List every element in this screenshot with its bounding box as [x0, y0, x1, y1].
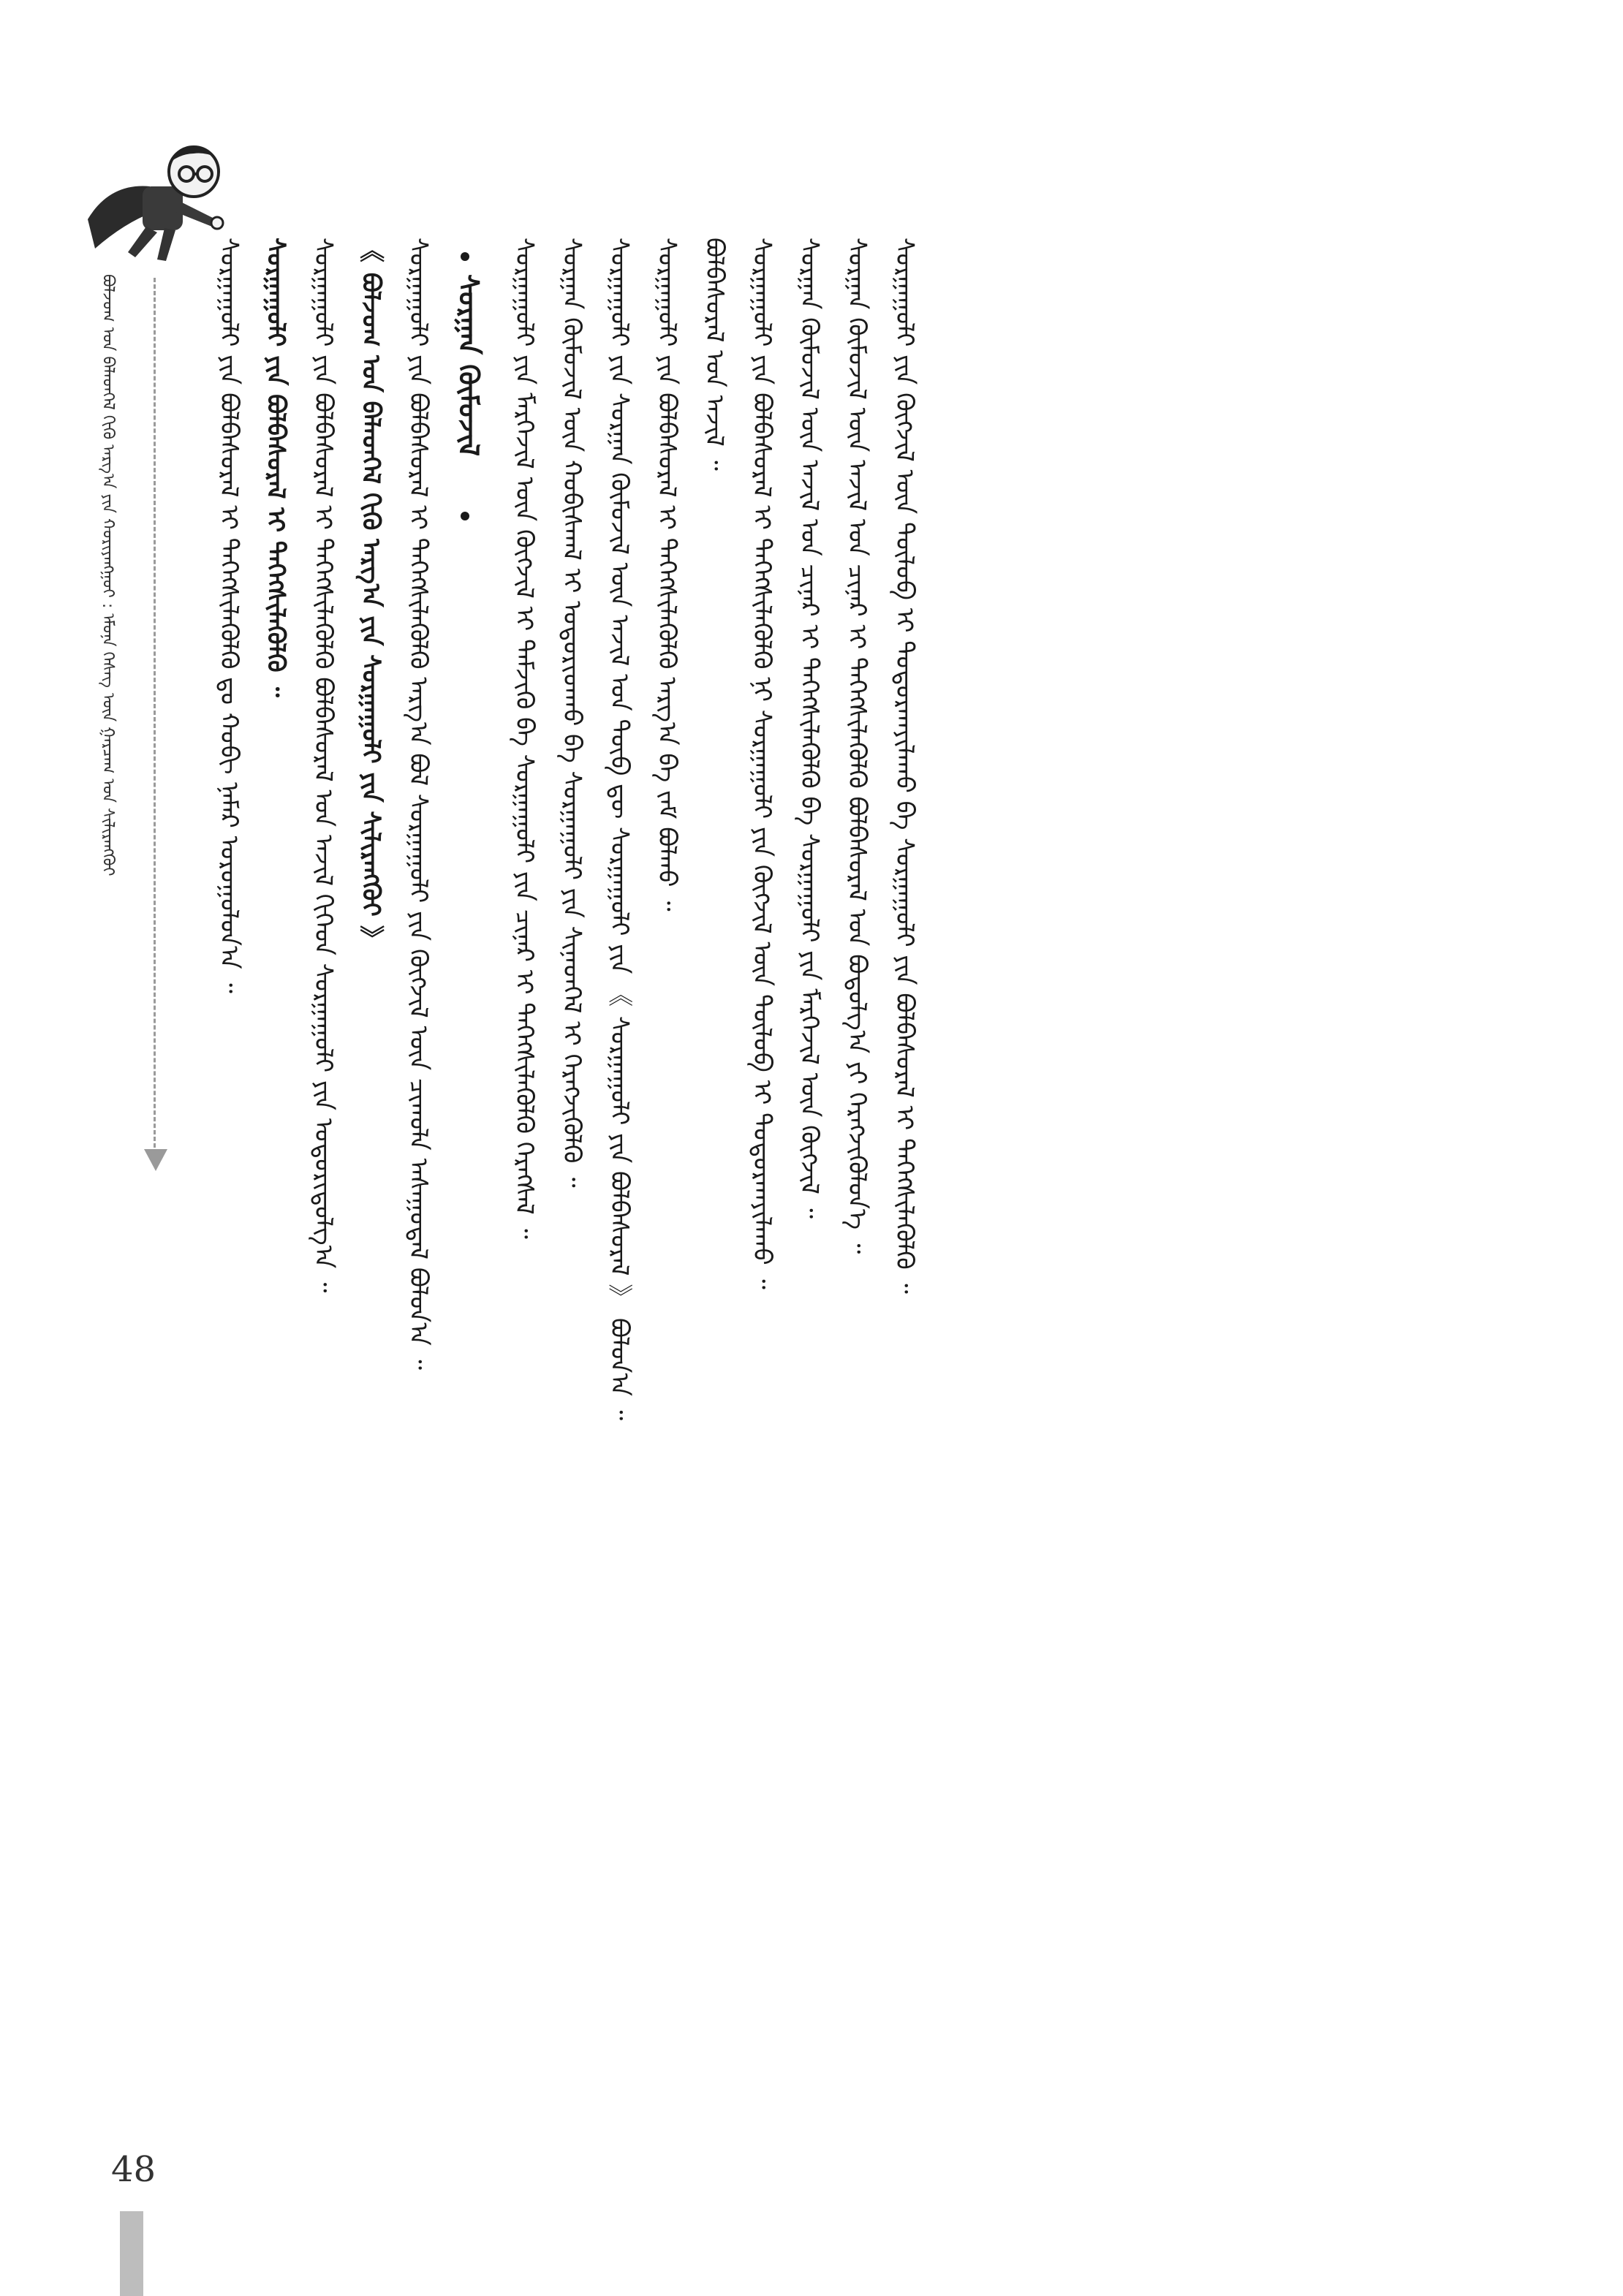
bullet-icon [461, 512, 469, 520]
page-edge-bar [120, 2211, 143, 2296]
running-head: ᠪᠣᠯᠵᠣᠭ ᠤᠨ ᠪᠡᠯᠡᠳᠭᠡᠯ ᠬᠢᠬᠦ ᠠᠷᠭ᠎ᠠ ᠶᠢᠨ ᠬᠤᠷᠢᠶᠠᠩᠭᠤᠢ : ᠡᠮᠦᠨᠡ ᠬᠡᠰᠡᠭ ᠦᠨ ᠭᠠᠷᠴᠠᠭ ᠤᠨ ᠰᠢᠯᠢᠷᠡᠩᠭᠦᠢ [99, 274, 117, 876]
text-column-8: ᠰᠤᠷᠭᠠᠭᠤᠯᠢ ᠶᠢᠨ ᠰᠤᠷᠭᠠᠨ ᠬᠥᠮᠦᠵᠢᠯ ᠦᠨ ᠠᠵᠢᠯ ᠤᠨ ᠲᠥᠪ ᠳᠦ ᠰᠤᠷᠭᠠᠭᠤᠯᠢ ᠶᠢᠨ 《 ᠰᠤᠷᠭᠠᠭᠤᠯᠢ ᠶᠢᠨ ᠪᠣᠯᠪᠠᠰᠤᠷᠠᠯ 》 ᠪᠣᠯᠤᠨ᠎ᠠ ᠃ [605, 238, 634, 1421]
triangle-marker-icon [144, 1149, 167, 1171]
text-column-10: ᠪᠣᠯᠪᠠᠰᠤᠷᠠᠯ ᠤᠨ ᠠᠵᠢᠯ ᠃ [700, 238, 729, 471]
text-column-11: ᠰᠤᠷᠭᠠᠭᠤᠯᠢ ᠶᠢᠨ ᠪᠣᠯᠪᠠᠰᠤᠷᠠᠯ ᠢ ᠳᠡᠭᠡᠭᠰᠢᠯᠡᠭᠦᠯᠬᠦ ᠨᠢ ᠰᠤᠷᠭᠠᠭᠤᠯᠢ ᠶᠢᠨ ᠬᠥᠭᠵᠢᠯ ᠦᠨ ᠲᠥᠯᠦᠪ ᠢ ᠲᠣᠳᠤᠷᠬᠠᠶᠢᠯᠠᠬᠤ ᠃ [747, 238, 776, 1289]
text-column-2: ᠰᠤᠷᠭᠠᠭᠤᠯᠢ ᠶᠢᠨ ᠪᠣᠯᠪᠠᠰᠤᠷᠠᠯ ᠢ ᠳᠡᠭᠡᠭᠰᠢᠯᠡᠭᠦᠯᠬᠦ ᠃ [261, 238, 290, 697]
text-column-1: ᠰᠤᠷᠭᠠᠭᠤᠯᠢ ᠶᠢᠨ ᠪᠣᠯᠪᠠᠰᠤᠷᠠᠯ ᠢ ᠳᠡᠭᠡᠭᠰᠢᠯᠡᠭᠦᠯᠬᠦ ᠳᠤ ᠬᠤᠪᠢ ᠨᠡᠮᠡᠷ ᠣᠷᠣᠭᠤᠯᠤᠨ᠎ᠠ ᠃ [214, 238, 243, 993]
bullet-icon [461, 252, 469, 261]
text-column-7: ᠰᠤᠷᠭᠠᠨ ᠬᠥᠮᠦᠵᠢᠯ ᠦᠨ ᠬᠤᠪᠢᠰᠬᠠᠯ ᠢ ᠤᠳᠤᠷᠢᠳᠬᠤ ᠪᠠ ᠰᠤᠷᠭᠠᠭᠤᠯᠢ ᠶᠢᠨ ᠰᠢᠨᠡᠳᠬᠡᠯ ᠢ ᠬᠡᠷᠡᠭᠵᠢᠭᠦᠯᠬᠦ ᠃ [557, 238, 586, 1188]
cartoon-character-illustration [66, 132, 227, 270]
page-number: 48 [111, 2149, 156, 2190]
text-column-9: ᠰᠤᠷᠭᠠᠭᠤᠯᠢ ᠶᠢᠨ ᠪᠣᠯᠪᠠᠰᠤᠷᠠᠯ ᠢ ᠳᠡᠭᠡᠭᠰᠢᠯᠡᠭᠦᠯᠬᠦ ᠠᠷᠭ᠎ᠠ ᠪᠠ ᠵᠠᠮ ᠪᠣᠯᠬᠤ ᠃ [652, 238, 681, 912]
running-head-divider [154, 278, 156, 1148]
section-heading: ᠰᠤᠷᠭᠠᠨ ᠬᠥᠮᠦᠵᠢᠯ [453, 274, 485, 457]
text-column-4: 《 ᠪᠣᠯᠵᠣᠭ ᠤᠨ ᠪᠡᠯᠡᠳᠭᠡᠯ ᠬᠢᠬᠦ ᠠᠷᠭ᠎ᠠ ᠶᠢᠨ ᠰᠤᠷᠭᠠᠭᠤᠯᠢ ᠶᠢᠨ ᠰᠢᠯᠢᠷᠡᠩᠭᠦᠢ 》 [356, 238, 385, 951]
text-column-14: ᠰᠤᠷᠭᠠᠭᠤᠯᠢ ᠶᠢᠨ ᠬᠥᠭᠵᠢᠯ ᠦᠨ ᠲᠥᠯᠦᠪ ᠢ ᠲᠣᠳᠤᠷᠬᠠᠶᠢᠯᠠᠬᠤ ᠪᠠ ᠰᠤᠷᠭᠠᠭᠤᠯᠢ ᠶᠢᠨ ᠪᠣᠯᠪᠠᠰᠤᠷᠠᠯ ᠢ ᠳᠡᠭᠡᠭᠰᠢᠯᠡᠭᠦᠯᠬᠦ ᠃ [890, 238, 919, 1294]
text-column-13: ᠰᠤᠷᠭᠠᠨ ᠬᠥᠮᠦᠵᠢᠯ ᠦᠨ ᠠᠵᠢᠯ ᠤᠨ ᠴᠢᠨᠠᠷ ᠢ ᠳᠡᠭᠡᠭᠰᠢᠯᠡᠭᠦᠯᠬᠦ ᠪᠣᠯᠪᠠᠰᠤᠷᠠᠯ ᠤᠨ ᠪᠣᠳᠣᠯᠭ᠎ᠠ ᠶᠢ ᠬᠡᠷᠡᠭᠵᠢᠭᠦᠯᠦᠨ᠎ᠡ ᠃ [842, 238, 871, 1254]
text-column-5: ᠰᠤᠷᠭᠠᠭᠤᠯᠢ ᠶᠢᠨ ᠪᠣᠯᠪᠠᠰᠤᠷᠠᠯ ᠢ ᠳᠡᠭᠡᠭᠰᠢᠯᠡᠭᠦᠯᠬᠦ ᠠᠷᠭ᠎ᠠ ᠪᠣᠯ ᠰᠤᠷᠭᠠᠭᠤᠯᠢ ᠶᠢᠨ ᠬᠥᠭᠵᠢᠯ ᠦᠨ ᠴᠢᠬᠤᠯᠠ ᠠᠰᠠᠭᠤᠳᠠᠯ ᠪᠣᠯᠤᠨ᠎ᠠ ᠃ [404, 238, 433, 1371]
text-column-12: ᠰᠤᠷᠭᠠᠨ ᠬᠥᠮᠦᠵᠢᠯ ᠦᠨ ᠠᠵᠢᠯ ᠤᠨ ᠴᠢᠨᠠᠷ ᠢ ᠳᠡᠭᠡᠭᠰᠢᠯᠡᠭᠦᠯᠬᠦ ᠪᠠ ᠰᠤᠷᠭᠠᠭᠤᠯᠢ ᠶᠢᠨ ᠮᠡᠷᠭᠡᠵᠢᠯ ᠦᠨ ᠬᠥᠭᠵᠢᠯ ᠃ [795, 238, 824, 1219]
text-column-6: ᠰᠤᠷᠭᠠᠭᠤᠯᠢ ᠶᠢᠨ ᠮᠡᠷᠭᠡᠵᠢᠯ ᠦᠨ ᠬᠥᠭᠵᠢᠯ ᠢ ᠳᠡᠮᠵᠢᠬᠦ ᠪᠠ ᠰᠤᠷᠭᠠᠭᠤᠯᠢ ᠶᠢᠨ ᠴᠢᠨᠠᠷ ᠢ ᠳᠡᠭᠡᠭᠰᠢᠯᠡᠭᠦᠯᠬᠦ ᠬᠡᠷᠡᠭᠰᠡᠯ ᠃ [510, 238, 539, 1239]
text-column-3: ᠰᠤᠷᠭᠠᠭᠤᠯᠢ ᠶᠢᠨ ᠪᠣᠯᠪᠠᠰᠤᠷᠠᠯ ᠢ ᠳᠡᠭᠡᠭᠰᠢᠯᠡᠭᠦᠯᠬᠦ ᠪᠣᠯᠪᠠᠰᠤᠷᠠᠯ ᠤᠨ ᠠᠵᠢᠯ ᠬᠢᠭᠡᠳ ᠰᠤᠷᠭᠠᠭᠤᠯᠢ ᠶᠢᠨ ᠤᠳᠤᠷᠢᠳᠤᠯᠭ᠎ᠠ ᠃ [309, 238, 338, 1293]
